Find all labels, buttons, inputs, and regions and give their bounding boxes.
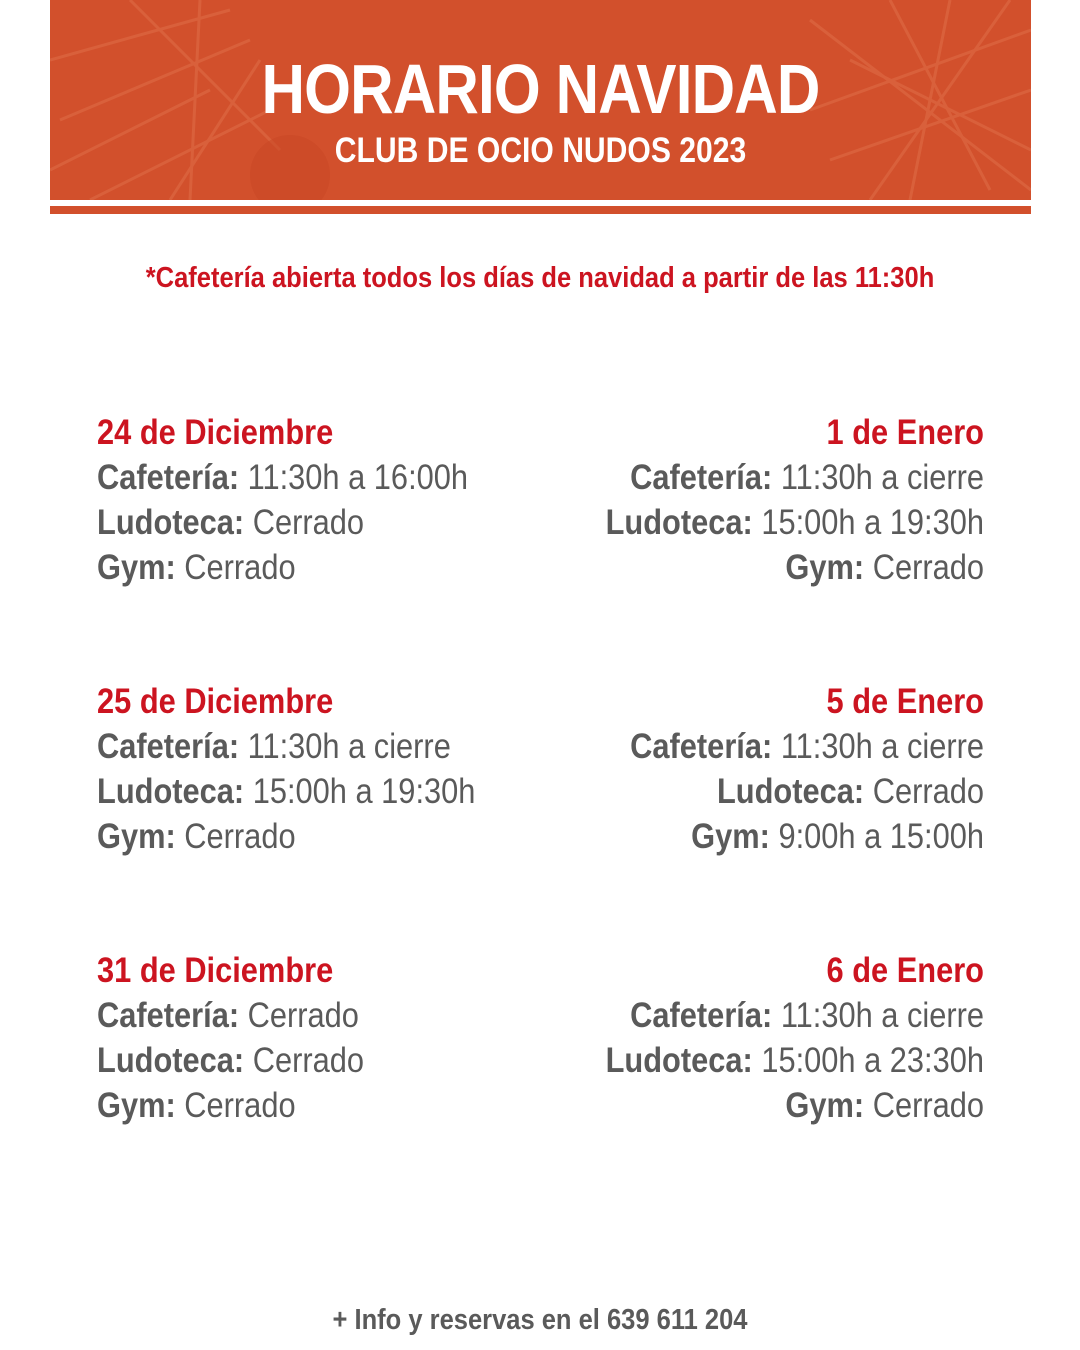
day-date: 31 de Diciembre xyxy=(97,951,334,990)
ludoteca-label: Ludoteca: xyxy=(716,772,865,811)
gym-label: Gym: xyxy=(97,1086,176,1125)
contact-info: + Info y reservas en el 639 611 204 xyxy=(332,1304,748,1336)
header-divider xyxy=(50,206,1031,214)
cafeteria-value: 11:30h a cierre xyxy=(247,727,451,766)
cafeteria-hours xyxy=(526,993,984,1038)
ludoteca-label: Ludoteca: xyxy=(605,503,753,542)
cafeteria-hours xyxy=(526,724,984,769)
schedule-day-6-jan xyxy=(464,948,984,1128)
cafeteria-value: 11:30h a 16:00h xyxy=(247,458,469,497)
gym-label: Gym: xyxy=(785,1086,865,1125)
gym-hours xyxy=(526,814,984,859)
gym-value: Cerrado xyxy=(872,1086,984,1125)
ludoteca-hours xyxy=(526,500,984,545)
day-date: 5 de Enero xyxy=(826,682,984,721)
cafeteria-value: Cerrado xyxy=(247,996,359,1035)
page-title: HORARIO NAVIDAD xyxy=(261,50,820,128)
gym-value: Cerrado xyxy=(184,817,296,856)
ludoteca-label: Ludoteca: xyxy=(97,772,245,811)
gym-value: Cerrado xyxy=(184,1086,296,1125)
ludoteca-value: Cerrado xyxy=(252,1041,365,1080)
cafeteria-label: Cafetería: xyxy=(630,458,773,497)
cafeteria-value: 11:30h a cierre xyxy=(780,996,984,1035)
cafeteria-label: Cafetería: xyxy=(630,727,773,766)
gym-value: Cerrado xyxy=(184,548,296,587)
cafeteria-value: 11:30h a cierre xyxy=(780,458,984,497)
day-date: 1 de Enero xyxy=(826,413,984,452)
gym-label: Gym: xyxy=(97,817,176,856)
ludoteca-label: Ludoteca: xyxy=(97,1041,245,1080)
gym-hours xyxy=(526,545,984,590)
ludoteca-label: Ludoteca: xyxy=(605,1041,753,1080)
cafeteria-label: Cafetería: xyxy=(97,996,240,1035)
ludoteca-value: 15:00h a 19:30h xyxy=(761,503,984,542)
cafeteria-label: Cafetería: xyxy=(630,996,773,1035)
ludoteca-value: 15:00h a 19:30h xyxy=(252,772,476,811)
gym-hours xyxy=(526,1083,984,1128)
ludoteca-value: Cerrado xyxy=(872,772,984,811)
day-date: 6 de Enero xyxy=(826,951,984,990)
ludoteca-hours xyxy=(526,1038,984,1083)
cafeteria-label: Cafetería: xyxy=(97,727,240,766)
day-date: 25 de Diciembre xyxy=(97,682,334,721)
gym-value: Cerrado xyxy=(872,548,984,587)
ludoteca-value: Cerrado xyxy=(252,503,365,542)
schedule-day-5-jan xyxy=(464,679,984,859)
gym-label: Gym: xyxy=(785,548,865,587)
gym-value: 9:00h a 15:00h xyxy=(778,817,984,856)
cafeteria-label: Cafetería: xyxy=(97,458,240,497)
gym-label: Gym: xyxy=(691,817,770,856)
ludoteca-hours xyxy=(526,769,984,814)
cafeteria-value: 11:30h a cierre xyxy=(780,727,984,766)
ludoteca-label: Ludoteca: xyxy=(97,503,245,542)
gym-label: Gym: xyxy=(97,548,176,587)
cafeteria-notice: *Cafetería abierta todos los días de navidad a partir de las 11:30h xyxy=(145,262,935,294)
header-banner xyxy=(50,0,1031,200)
ludoteca-value: 15:00h a 23:30h xyxy=(761,1041,984,1080)
schedule-day-1-jan xyxy=(464,410,984,590)
page-subtitle: CLUB DE OCIO NUDOS 2023 xyxy=(334,131,747,170)
cafeteria-hours xyxy=(526,455,984,500)
day-date: 24 de Diciembre xyxy=(97,413,334,452)
